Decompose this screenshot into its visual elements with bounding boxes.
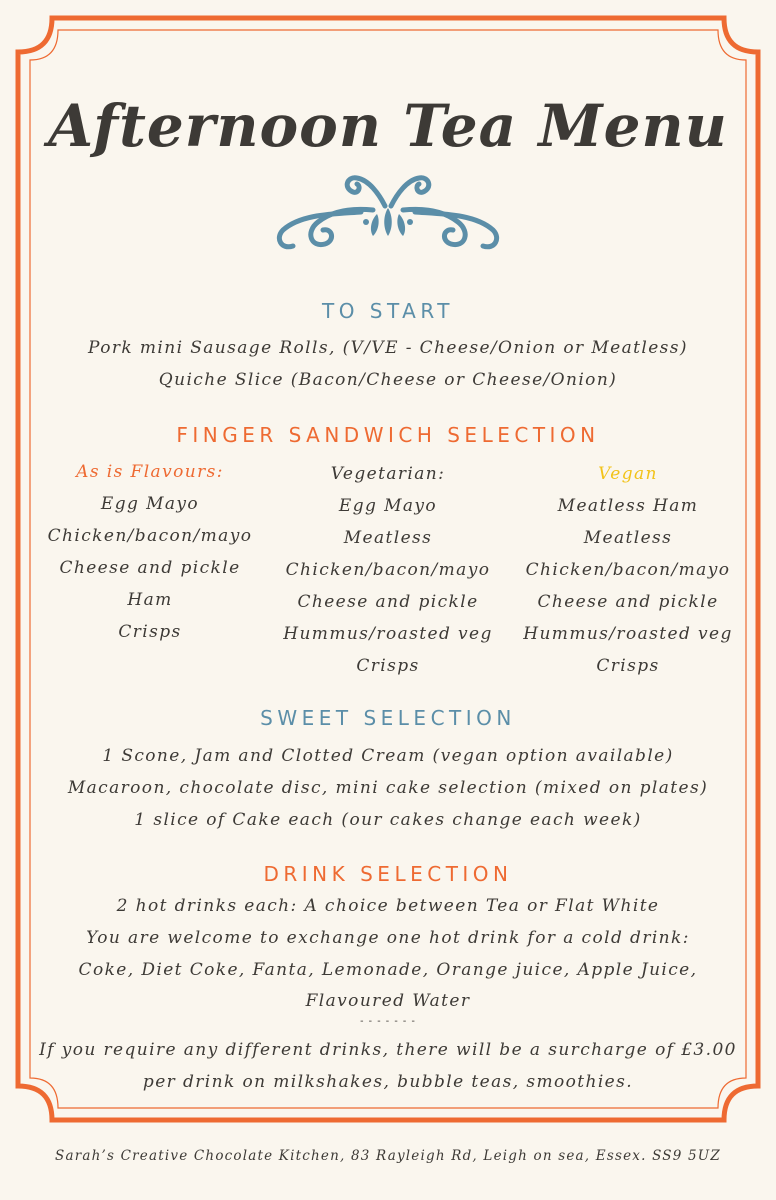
list-item: Meatless Ham: [557, 496, 699, 516]
surcharge-note: per drink on milkshakes, bubble teas, smoothies.: [142, 1072, 634, 1092]
list-item: Chicken/bacon/mayo: [525, 560, 731, 580]
finger-sandwich-heading: FINGER SANDWICH SELECTION: [176, 423, 600, 447]
drink-item: Coke, Diet Coke, Fanta, Lemonade, Orange juice, Apple Juice,: [78, 960, 698, 980]
drink-item: You are welcome to exchange one hot drink for a cold drink:: [86, 928, 690, 948]
list-item: Cheese and pickle: [59, 558, 241, 578]
to-start-heading: TO START: [321, 299, 454, 323]
list-item: Crisps: [596, 656, 660, 676]
column-header: Vegetarian:: [330, 464, 446, 484]
flourish-ornament-icon: [273, 170, 503, 250]
list-item: Meatless: [343, 528, 433, 548]
footer-address: Sarah’s Creative Chocolate Kitchen, 83 Rayleigh Rd, Leigh on sea, Essex. SS9 5UZ: [55, 1148, 721, 1164]
column-header: As is Flavours:: [76, 462, 224, 482]
list-item: Egg Mayo: [338, 496, 438, 516]
sweet-item: 1 Scone, Jam and Clotted Cream (vegan option available): [102, 746, 674, 766]
list-item: Chicken/bacon/mayo: [285, 560, 491, 580]
list-item: Egg Mayo: [100, 494, 200, 514]
list-item: Cheese and pickle: [537, 592, 719, 612]
column-header: Vegan: [598, 464, 658, 484]
sandwich-column-vegetarian: [268, 458, 508, 682]
list-item: Crisps: [118, 622, 182, 642]
list-item: Cheese and pickle: [297, 592, 479, 612]
to-start-item: Pork mini Sausage Rolls, (V/VE - Cheese/Onion or Meatless): [88, 338, 688, 358]
list-item: Hummus/roasted veg: [523, 624, 733, 644]
drink-heading: DRINK SELECTION: [263, 862, 513, 886]
sweet-item: 1 slice of Cake each (our cakes change each week): [134, 810, 642, 830]
section-divider: - - - - - - -: [360, 1016, 416, 1027]
list-item: Chicken/bacon/mayo: [47, 526, 253, 546]
sweet-heading: SWEET SELECTION: [260, 706, 516, 730]
sandwich-column-vegan: [508, 458, 748, 682]
list-item: Crisps: [356, 656, 420, 676]
surcharge-note: If you require any different drinks, there will be a surcharge of £3.00: [39, 1040, 737, 1060]
drink-item: Flavoured Water: [305, 991, 471, 1011]
drink-item: 2 hot drinks each: A choice between Tea or Flat White: [116, 896, 660, 916]
to-start-item: Quiche Slice (Bacon/Cheese or Cheese/Onion): [158, 370, 618, 390]
sandwich-column-as-is: [30, 456, 270, 648]
menu-title: Afternoon Tea Menu: [48, 92, 728, 160]
list-item: Ham: [127, 590, 173, 610]
list-item: Meatless: [583, 528, 673, 548]
list-item: Hummus/roasted veg: [283, 624, 493, 644]
sweet-item: Macaroon, chocolate disc, mini cake selection (mixed on plates): [67, 778, 709, 798]
